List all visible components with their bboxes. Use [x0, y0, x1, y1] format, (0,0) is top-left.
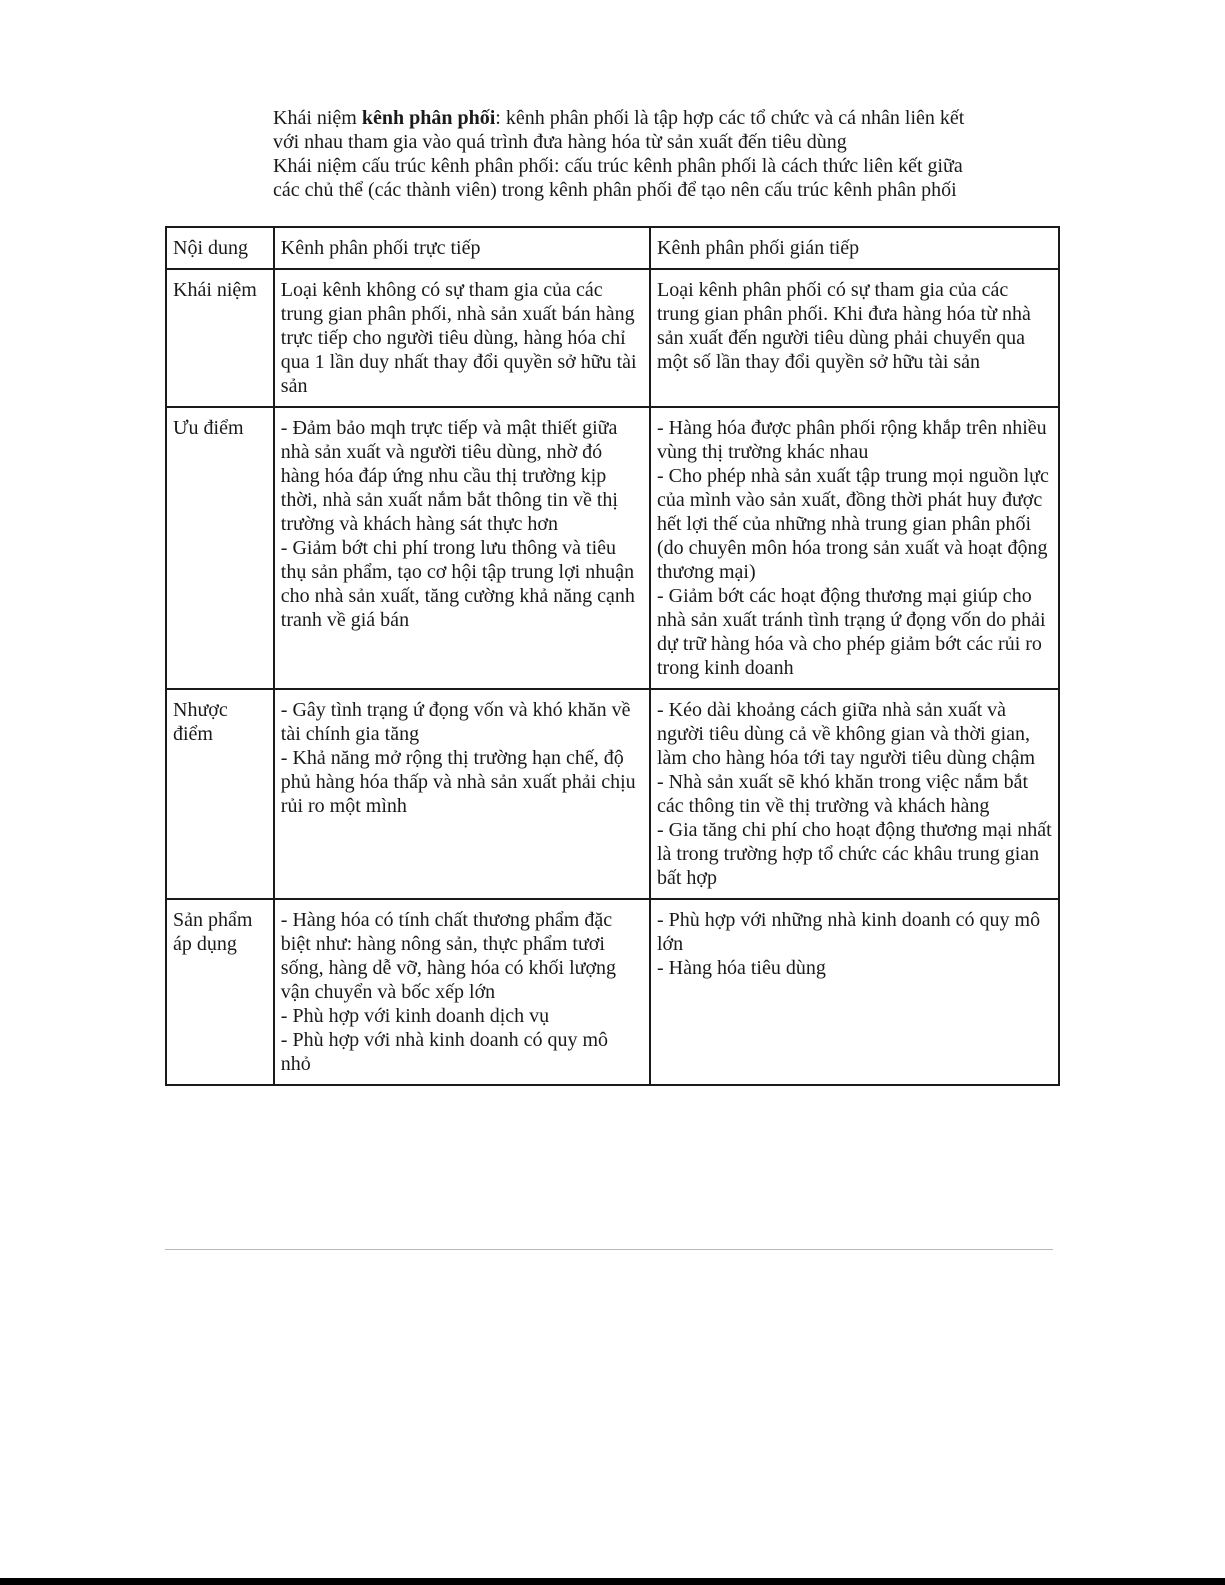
indirect-cell	[650, 407, 1059, 689]
header-indirect-channel: Kênh phân phối gián tiếp	[650, 227, 1059, 269]
cell-line: - Kéo dài khoảng cách giữa nhà sản xuất và người tiêu dùng cả về không gian và thời gian, làm cho hàng hóa tới tay người tiêu dùng chậm	[657, 699, 1036, 769]
cell-line: - Gây tình trạng ứ đọng vốn và khó khăn về tài chính gia tăng	[280, 699, 631, 745]
cell-line: - Phù hợp với nhà kinh doanh có quy mô nhỏ	[280, 1029, 609, 1075]
table-row	[166, 689, 1059, 899]
page-bottom-edge	[0, 1578, 1225, 1585]
bold-term: kênh phân phối	[361, 107, 496, 129]
cell-line: - Hàng hóa tiêu dùng	[657, 957, 826, 979]
cell-line: - Gia tăng chi phí cho hoạt động thương mại nhất là trong trường hợp tổ chức các khâu trung gian bất hợp	[657, 819, 1052, 889]
cell-line: - Hàng hóa có tính chất thương phẩm đặc biệt như: hàng nông sản, thực phẩm tươi sống, hàng dễ vỡ, hàng hóa có khối lượng vận chuyển và bốc xếp lớn	[280, 909, 617, 1003]
direct-cell	[274, 689, 650, 899]
cell-line: - Khả năng mở rộng thị trường hạn chế, độ phủ hàng hóa thấp và nhà sản xuất phải chịu rủi ro một mình	[280, 747, 636, 817]
direct-cell	[274, 269, 650, 407]
direct-cell	[274, 899, 650, 1085]
definition-distribution-channel: Khái niệm kênh phân phối: kênh phân phối là tập hợp các tổ chức và cá nhân liên kết với nhau tham gia vào quá trình đưa hàng hóa từ sản xuất đến tiêu dùng	[273, 107, 965, 153]
table-row	[166, 269, 1059, 407]
table-row	[166, 899, 1059, 1085]
table-header-row	[166, 227, 1059, 269]
cell-line: - Hàng hóa được phân phối rộng khắp trên nhiều vùng thị trường khác nhau	[657, 417, 1047, 463]
row-label: Sản phẩm áp dụng	[166, 899, 274, 1085]
cell-line: - Giảm bớt chi phí trong lưu thông và tiêu thụ sản phẩm, tạo cơ hội tập trung lợi nhuận cho nhà sản xuất, tăng cường khả năng cạnh tranh về giá bán	[280, 537, 635, 631]
cell-line: - Nhà sản xuất sẽ khó khăn trong việc nắm bắt các thông tin về thị trường và khách hàng	[657, 771, 1029, 817]
row-label: Khái niệm	[166, 269, 274, 407]
cell-line: - Phù hợp với những nhà kinh doanh có quy mô lớn	[657, 909, 1041, 955]
indirect-cell	[650, 899, 1059, 1085]
cell-line: - Cho phép nhà sản xuất tập trung mọi nguồn lực của mình vào sản xuất, đồng thời phát huy được hết lợi thế của những nhà trung gian phân phối (do chuyên môn hóa trong sản xuất và hoạt động thương mại)	[657, 465, 1049, 583]
cell-line: - Đảm bảo mqh trực tiếp và mật thiết giữa nhà sản xuất và người tiêu dùng, nhờ đó hàng hóa đáp ứng nhu cầu thị trường kịp thời, nhà sản xuất nắm bắt thông tin về thị trường và khách hàng sát thực hơn	[280, 417, 618, 535]
comparison-table	[165, 226, 1060, 1086]
indirect-cell	[650, 689, 1059, 899]
intro-text	[273, 106, 973, 202]
row-label: Nhược điểm	[166, 689, 274, 899]
footer-divider	[165, 1249, 1053, 1250]
definition-channel-structure: Khái niệm cấu trúc kênh phân phối: cấu trúc kênh phân phối là cách thức liên kết giữa các chủ thể (các thành viên) trong kênh phân phối để tạo nên cấu trúc kênh phân phối	[273, 155, 963, 201]
cell-line: - Phù hợp với kinh doanh dịch vụ	[280, 1005, 550, 1027]
header-direct-channel: Kênh phân phối trực tiếp	[274, 227, 650, 269]
header-content: Nội dung	[166, 227, 274, 269]
cell-line: Loại kênh phân phối có sự tham gia của các trung gian phân phối. Khi đưa hàng hóa từ nhà sản xuất đến người tiêu dùng phải chuyển qua một số lần thay đổi quyền sở hữu tài sản	[657, 279, 1031, 373]
row-label: Ưu điểm	[166, 407, 274, 689]
cell-line: - Giảm bớt các hoạt động thương mại giúp cho nhà sản xuất tránh tình trạng ứ đọng vốn do phải dự trữ hàng hóa và cho phép giảm bớt các rủi ro trong kinh doanh	[657, 585, 1046, 679]
direct-cell	[274, 407, 650, 689]
table-row	[166, 407, 1059, 689]
indirect-cell	[650, 269, 1059, 407]
cell-line: Loại kênh không có sự tham gia của các trung gian phân phối, nhà sản xuất bán hàng trực tiếp cho người tiêu dùng, hàng hóa chỉ qua 1 lần duy nhất thay đổi quyền sở hữu tài sản	[280, 279, 637, 397]
